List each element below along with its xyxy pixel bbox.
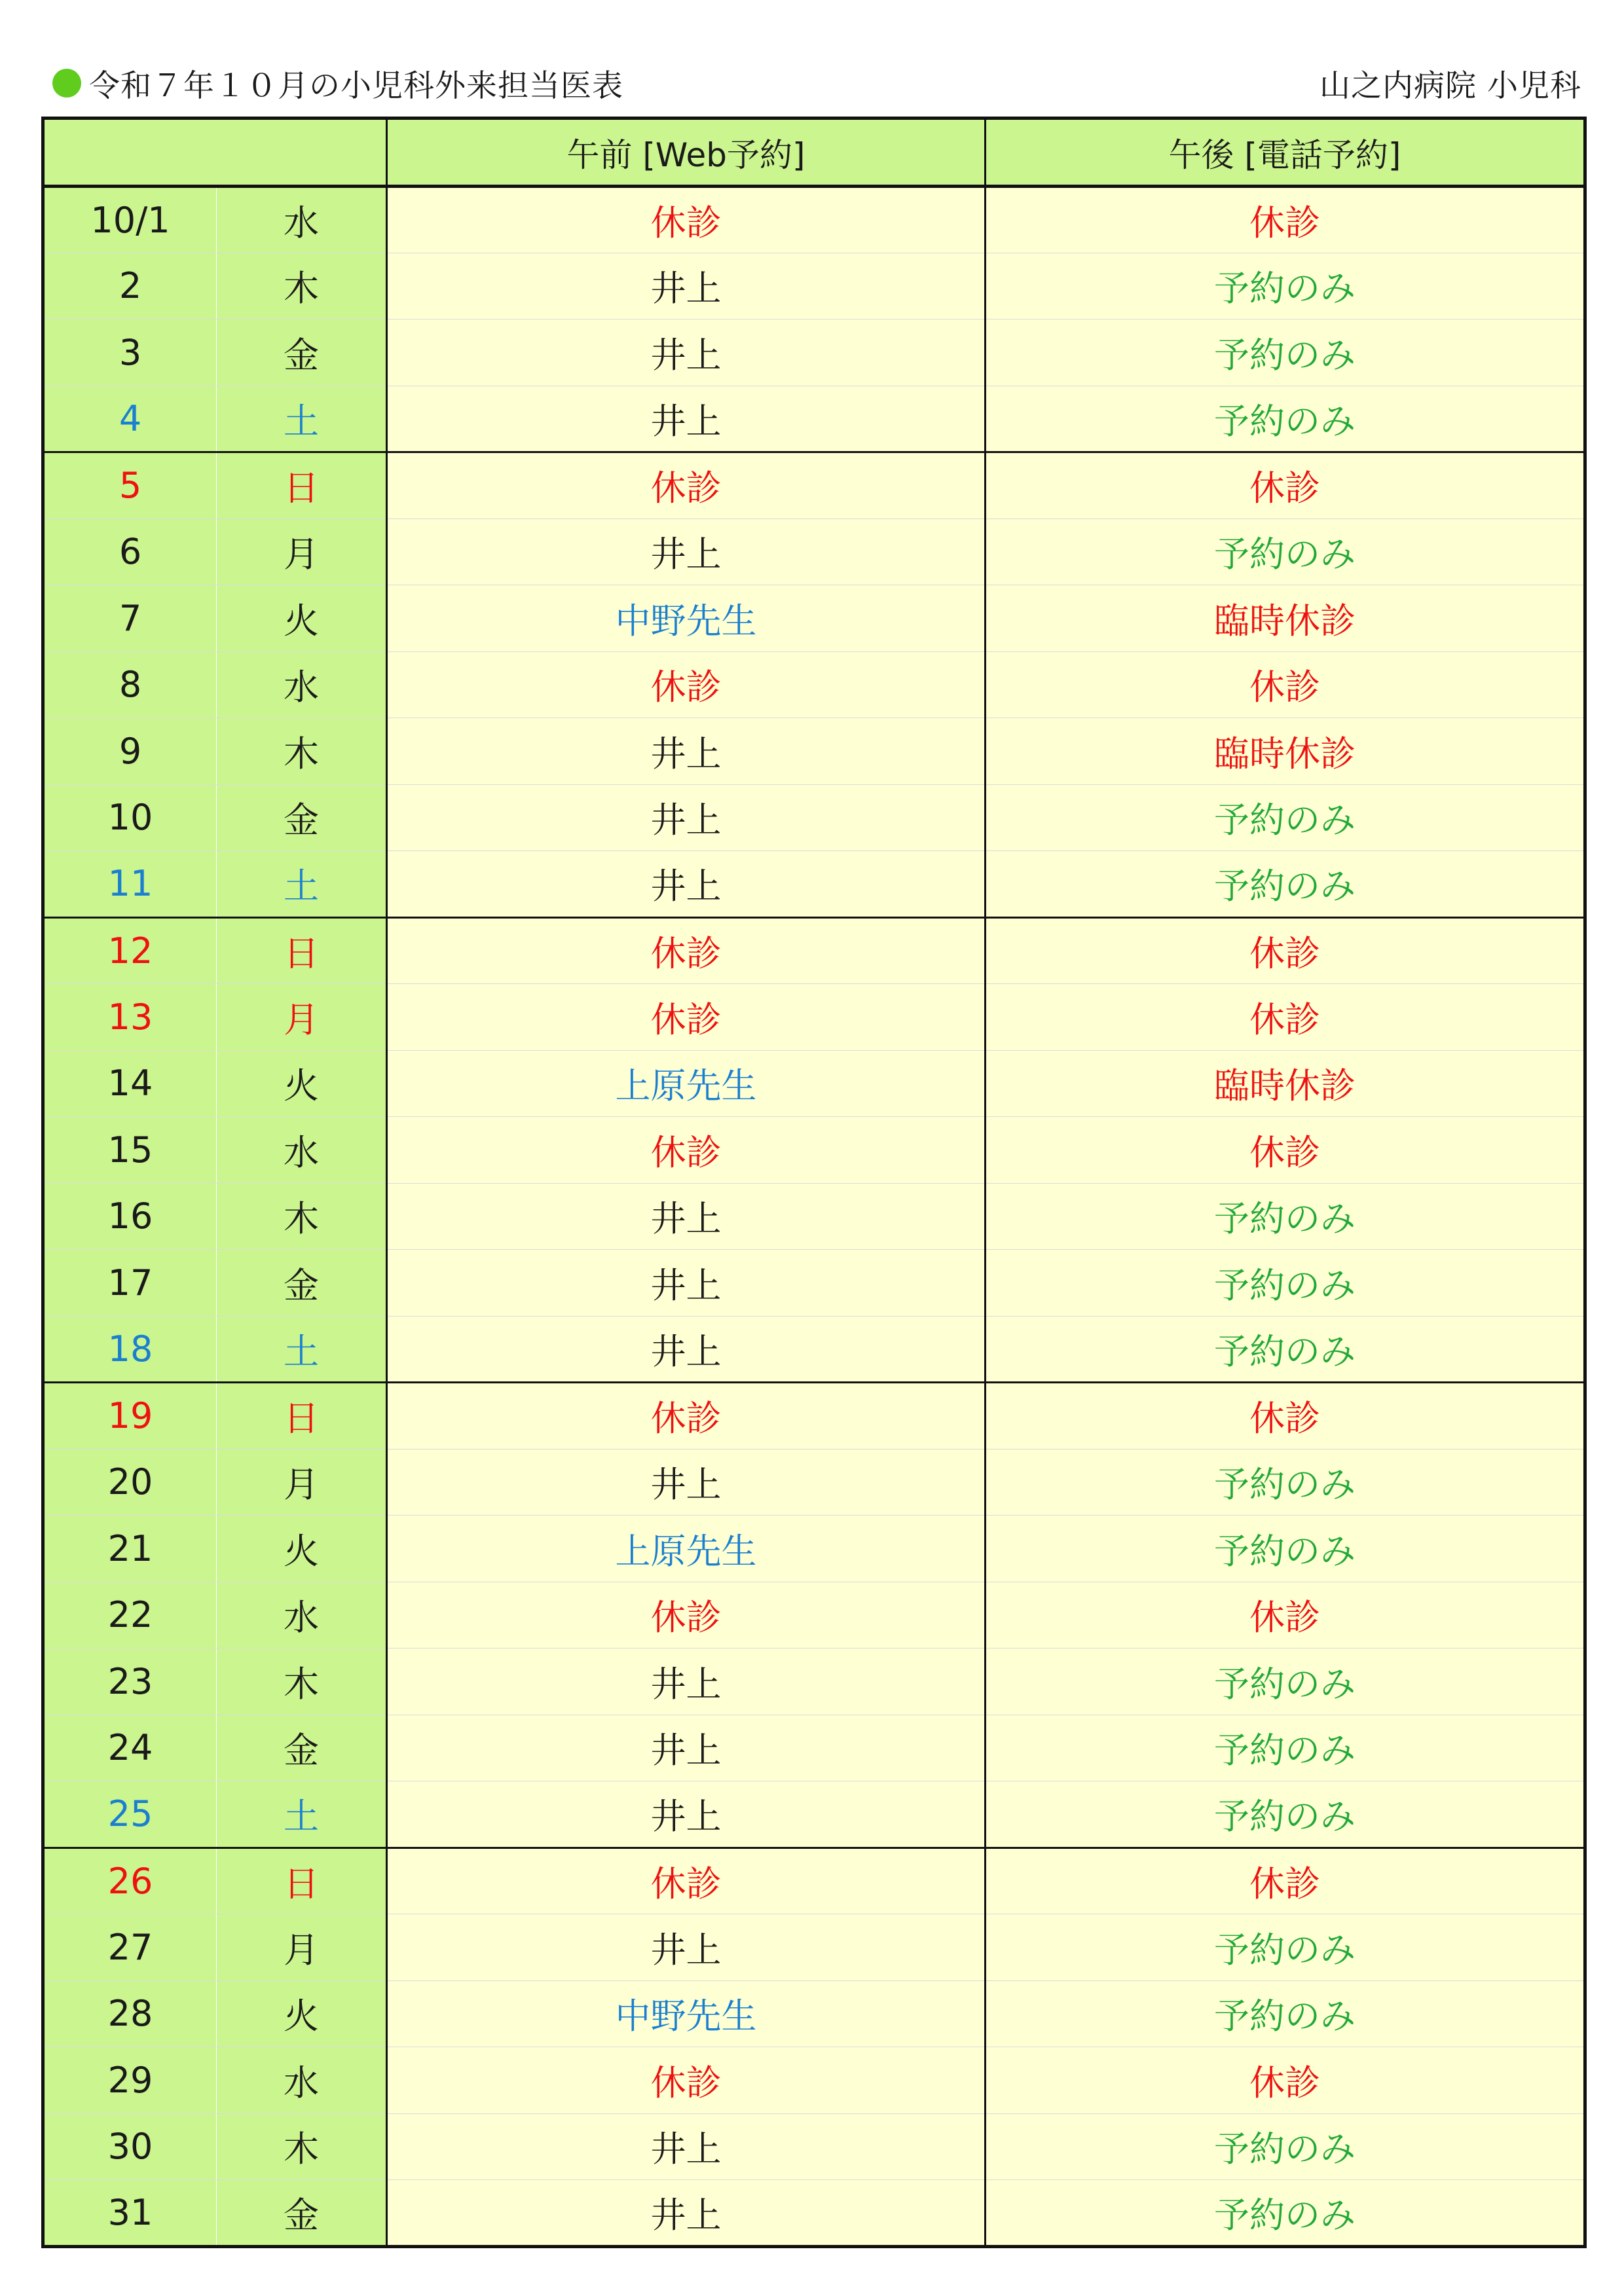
weekday-cell: 日	[217, 1383, 387, 1449]
afternoon-cell: 予約のみ	[986, 1914, 1585, 1981]
date-cell: 14	[43, 1050, 217, 1117]
morning-cell: 休診	[387, 187, 986, 253]
table-row	[43, 187, 1585, 253]
weekday-cell: 水	[217, 1117, 387, 1184]
afternoon-cell: 休診	[986, 1383, 1585, 1449]
morning-cell: 井上	[387, 519, 986, 585]
morning-cell: 井上	[387, 718, 986, 785]
date-cell: 26	[43, 1848, 217, 1914]
afternoon-cell: 休診	[986, 187, 1585, 253]
morning-cell: 井上	[387, 1715, 986, 1781]
weekday-cell: 水	[217, 651, 387, 718]
table-row	[43, 452, 1585, 519]
table-row	[43, 1582, 1585, 1649]
table-row	[43, 1715, 1585, 1781]
morning-cell: 井上	[387, 1183, 986, 1250]
morning-cell: 井上	[387, 851, 986, 918]
date-cell: 5	[43, 452, 217, 519]
schedule-table	[41, 117, 1587, 2248]
date-cell: 25	[43, 1781, 217, 1848]
table-row	[43, 1050, 1585, 1117]
morning-cell: 井上	[387, 784, 986, 851]
table-row	[43, 851, 1585, 918]
header-date-cell	[43, 118, 387, 187]
table-row	[43, 2113, 1585, 2180]
table-row	[43, 1449, 1585, 1516]
date-cell: 27	[43, 1914, 217, 1981]
afternoon-cell: 休診	[986, 917, 1585, 984]
date-cell: 17	[43, 1250, 217, 1317]
weekday-cell: 金	[217, 1250, 387, 1317]
afternoon-cell: 予約のみ	[986, 2180, 1585, 2247]
table-row	[43, 1516, 1585, 1582]
date-cell: 19	[43, 1383, 217, 1449]
date-cell: 31	[43, 2180, 217, 2247]
weekday-cell: 火	[217, 585, 387, 652]
morning-cell: 井上	[387, 1449, 986, 1516]
afternoon-cell: 予約のみ	[986, 1250, 1585, 1317]
morning-cell: 井上	[387, 253, 986, 319]
morning-cell: 井上	[387, 1316, 986, 1383]
morning-cell: 休診	[387, 651, 986, 718]
date-cell: 2	[43, 253, 217, 319]
weekday-cell: 土	[217, 1316, 387, 1383]
afternoon-cell: 予約のみ	[986, 851, 1585, 918]
table-row	[43, 386, 1585, 452]
morning-cell: 井上	[387, 319, 986, 386]
afternoon-cell: 予約のみ	[986, 784, 1585, 851]
weekday-cell: 日	[217, 917, 387, 984]
afternoon-cell: 休診	[986, 651, 1585, 718]
table-row	[43, 1848, 1585, 1914]
morning-cell: 休診	[387, 1582, 986, 1649]
date-cell: 4	[43, 386, 217, 452]
afternoon-cell: 休診	[986, 1848, 1585, 1914]
green-bullet-icon	[52, 69, 81, 98]
weekday-cell: 日	[217, 1848, 387, 1914]
table-header-row	[43, 118, 1585, 187]
table-row	[43, 1649, 1585, 1715]
weekday-cell: 水	[217, 2047, 387, 2114]
table-row	[43, 2180, 1585, 2247]
table-row	[43, 1117, 1585, 1184]
weekday-cell: 木	[217, 253, 387, 319]
date-cell: 9	[43, 718, 217, 785]
afternoon-cell: 予約のみ	[986, 1715, 1585, 1781]
morning-cell: 井上	[387, 1649, 986, 1715]
table-row	[43, 718, 1585, 785]
date-cell: 28	[43, 1980, 217, 2047]
afternoon-cell: 予約のみ	[986, 1183, 1585, 1250]
weekday-cell: 月	[217, 984, 387, 1051]
afternoon-cell: 予約のみ	[986, 319, 1585, 386]
table-row	[43, 253, 1585, 319]
afternoon-cell: 臨時休診	[986, 1050, 1585, 1117]
weekday-cell: 木	[217, 2113, 387, 2180]
morning-cell: 中野先生	[387, 1980, 986, 2047]
afternoon-cell: 予約のみ	[986, 2113, 1585, 2180]
weekday-cell: 金	[217, 2180, 387, 2247]
afternoon-cell: 予約のみ	[986, 1649, 1585, 1715]
table-row	[43, 1316, 1585, 1383]
weekday-cell: 日	[217, 452, 387, 519]
date-cell: 3	[43, 319, 217, 386]
afternoon-cell: 予約のみ	[986, 1781, 1585, 1848]
weekday-cell: 火	[217, 1050, 387, 1117]
morning-cell: 休診	[387, 1848, 986, 1914]
weekday-cell: 水	[217, 1582, 387, 1649]
weekday-cell: 火	[217, 1980, 387, 2047]
table-row	[43, 585, 1585, 652]
date-cell: 7	[43, 585, 217, 652]
weekday-cell: 木	[217, 1649, 387, 1715]
afternoon-cell: 休診	[986, 984, 1585, 1051]
date-cell: 15	[43, 1117, 217, 1184]
afternoon-cell: 休診	[986, 1117, 1585, 1184]
weekday-cell: 木	[217, 1183, 387, 1250]
afternoon-cell: 予約のみ	[986, 386, 1585, 452]
morning-cell: 休診	[387, 917, 986, 984]
date-cell: 22	[43, 1582, 217, 1649]
table-row	[43, 1383, 1585, 1449]
weekday-cell: 月	[217, 519, 387, 585]
date-cell: 10/1	[43, 187, 217, 253]
afternoon-cell: 予約のみ	[986, 519, 1585, 585]
header-afternoon: 午後 [電話予約]	[986, 118, 1585, 187]
weekday-cell: 月	[217, 1914, 387, 1981]
date-cell: 21	[43, 1516, 217, 1582]
table-row	[43, 2047, 1585, 2114]
morning-cell: 井上	[387, 1914, 986, 1981]
page-title-wrap	[52, 60, 623, 106]
table-row	[43, 1914, 1585, 1981]
morning-cell: 井上	[387, 1250, 986, 1317]
morning-cell: 上原先生	[387, 1516, 986, 1582]
date-cell: 16	[43, 1183, 217, 1250]
table-row	[43, 984, 1585, 1051]
table-row	[43, 1183, 1585, 1250]
afternoon-cell: 予約のみ	[986, 1980, 1585, 2047]
department-label: 山之内病院 小児科	[1320, 67, 1581, 104]
morning-cell: 休診	[387, 1383, 986, 1449]
afternoon-cell: 予約のみ	[986, 1449, 1585, 1516]
morning-cell: 井上	[387, 2180, 986, 2247]
morning-cell: 中野先生	[387, 585, 986, 652]
table-row	[43, 319, 1585, 386]
morning-cell: 休診	[387, 1117, 986, 1184]
weekday-cell: 土	[217, 1781, 387, 1848]
weekday-cell: 金	[217, 1715, 387, 1781]
morning-cell: 井上	[387, 1781, 986, 1848]
date-cell: 10	[43, 784, 217, 851]
afternoon-cell: 予約のみ	[986, 1516, 1585, 1582]
date-cell: 12	[43, 917, 217, 984]
table-row	[43, 651, 1585, 718]
date-cell: 8	[43, 651, 217, 718]
date-cell: 29	[43, 2047, 217, 2114]
schedule-body	[43, 187, 1585, 2247]
afternoon-cell: 休診	[986, 1582, 1585, 1649]
title-row	[52, 60, 1581, 106]
table-row	[43, 1781, 1585, 1848]
afternoon-cell: 臨時休診	[986, 718, 1585, 785]
morning-cell: 井上	[387, 386, 986, 452]
date-cell: 18	[43, 1316, 217, 1383]
page-title: 令和７年１０月の小児科外来担当医表	[89, 67, 623, 104]
morning-cell: 井上	[387, 2113, 986, 2180]
morning-cell: 上原先生	[387, 1050, 986, 1117]
weekday-cell: 水	[217, 187, 387, 253]
table-row	[43, 1980, 1585, 2047]
morning-cell: 休診	[387, 452, 986, 519]
date-cell: 23	[43, 1649, 217, 1715]
afternoon-cell: 臨時休診	[986, 585, 1585, 652]
afternoon-cell: 休診	[986, 2047, 1585, 2114]
weekday-cell: 火	[217, 1516, 387, 1582]
weekday-cell: 金	[217, 319, 387, 386]
date-cell: 6	[43, 519, 217, 585]
morning-cell: 休診	[387, 984, 986, 1051]
date-cell: 24	[43, 1715, 217, 1781]
table-row	[43, 917, 1585, 984]
morning-cell: 休診	[387, 2047, 986, 2114]
weekday-cell: 土	[217, 386, 387, 452]
header-morning: 午前 [Web予約]	[387, 118, 986, 187]
table-row	[43, 519, 1585, 585]
weekday-cell: 月	[217, 1449, 387, 1516]
weekday-cell: 木	[217, 718, 387, 785]
date-cell: 11	[43, 851, 217, 918]
afternoon-cell: 予約のみ	[986, 1316, 1585, 1383]
table-row	[43, 784, 1585, 851]
afternoon-cell: 予約のみ	[986, 253, 1585, 319]
date-cell: 20	[43, 1449, 217, 1516]
weekday-cell: 金	[217, 784, 387, 851]
date-cell: 13	[43, 984, 217, 1051]
weekday-cell: 土	[217, 851, 387, 918]
afternoon-cell: 休診	[986, 452, 1585, 519]
date-cell: 30	[43, 2113, 217, 2180]
table-row	[43, 1250, 1585, 1317]
